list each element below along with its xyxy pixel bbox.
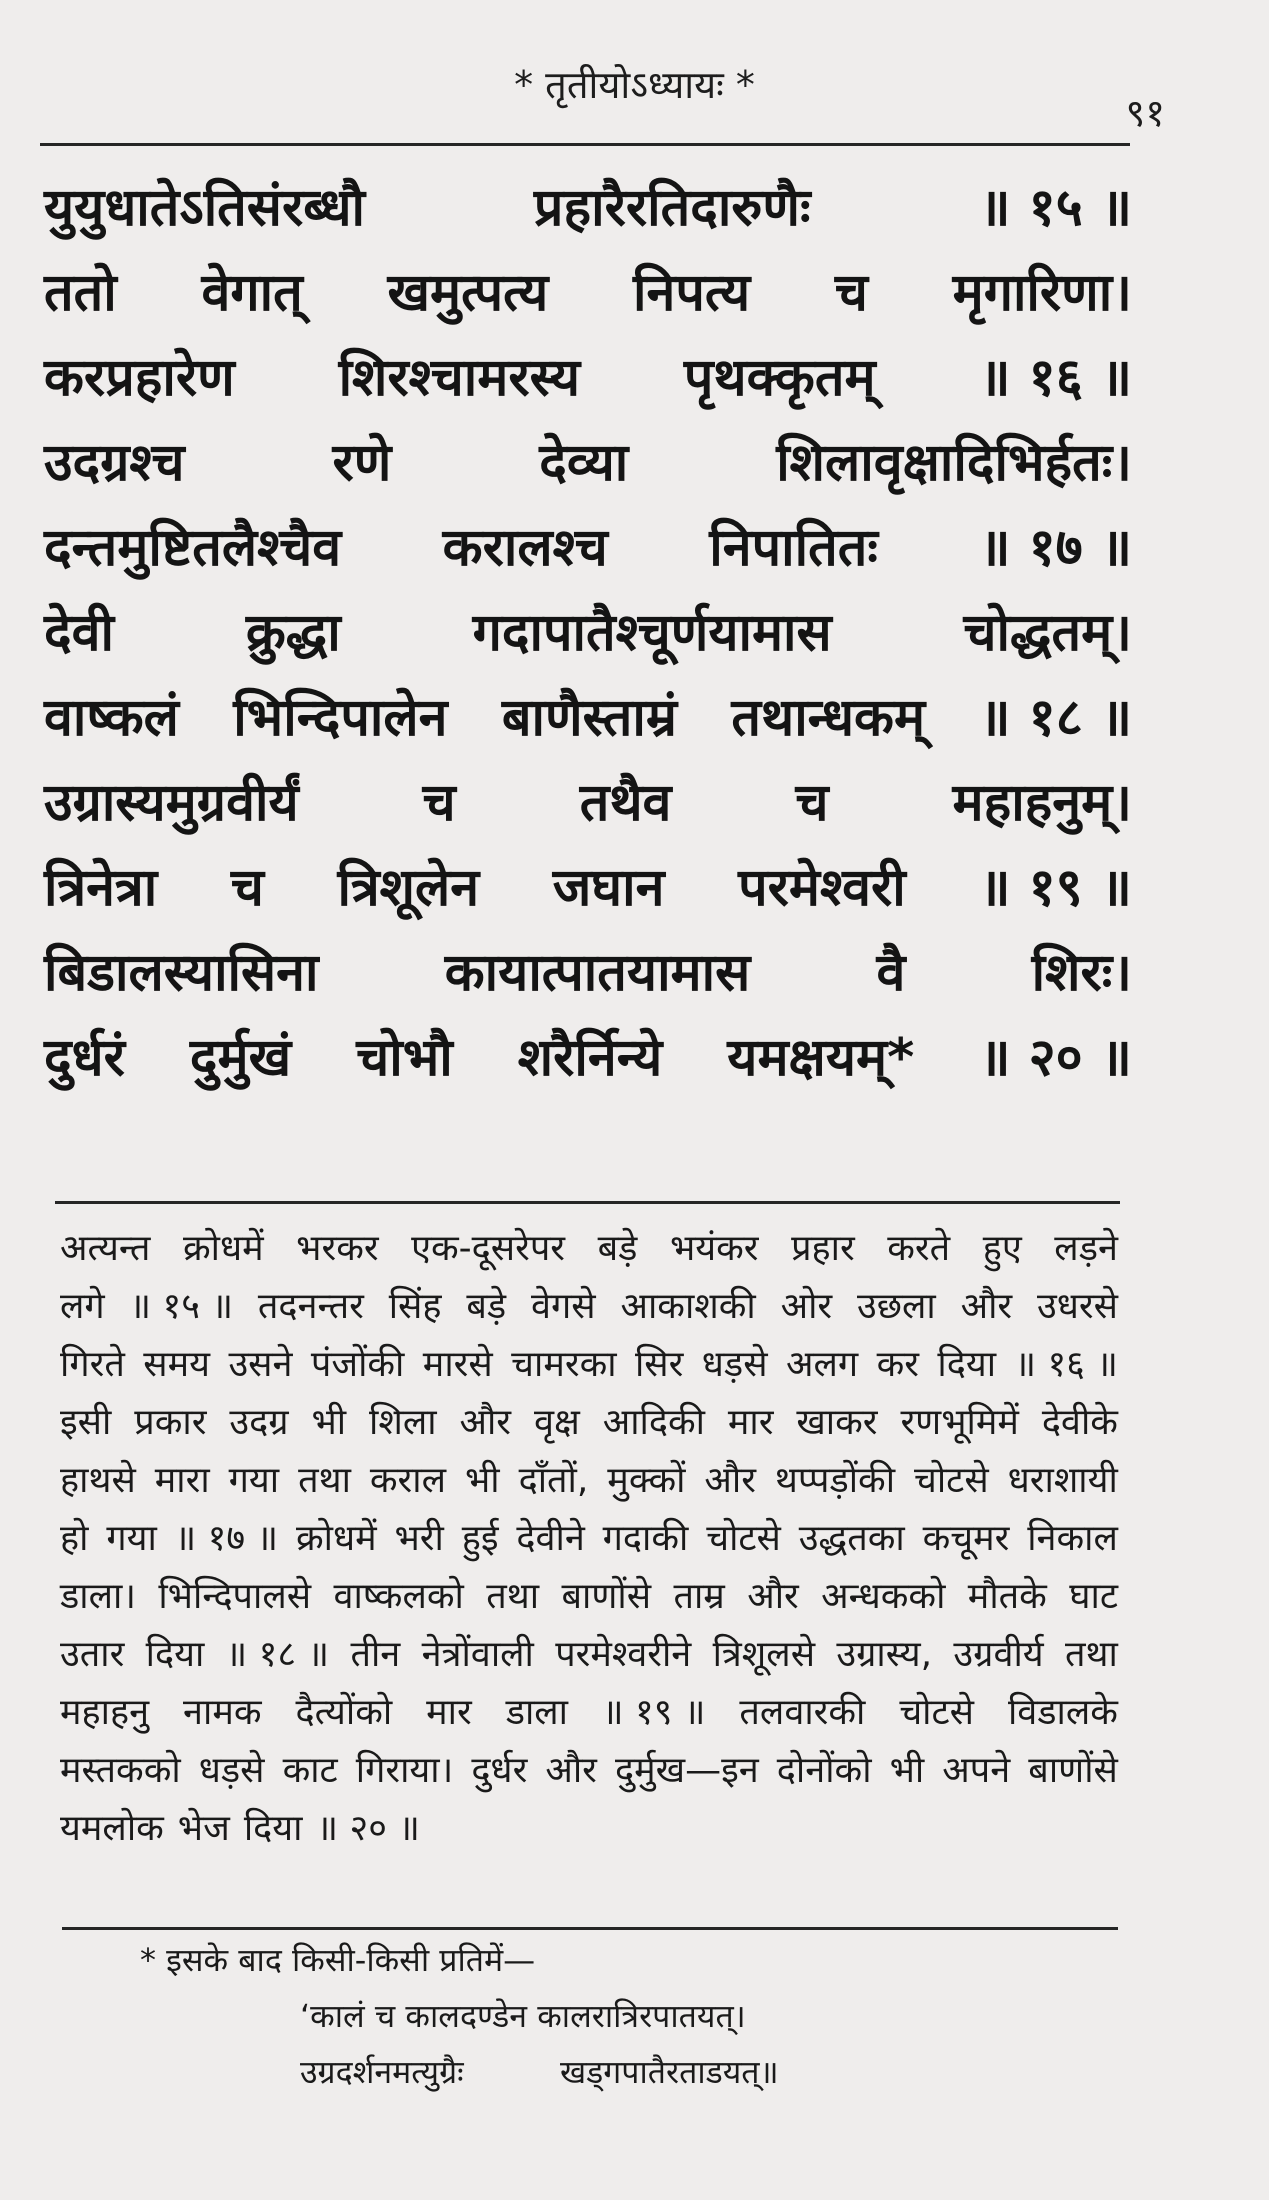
verse-line-9: त्रिनेत्रा च त्रिशूलेन जघान परमेश्वरी ॥ १९ ॥ — [44, 850, 1132, 920]
verse-number: ॥ १७ ॥ — [979, 517, 1132, 578]
verse-line-4: उदग्रश्च रणे देव्या शिलावृक्षादिभिर्हतः। — [44, 432, 1132, 493]
translation-line-6: हो गया ॥ १७ ॥ क्रोधमें भरी हुई देवीने गदाकी चोटसे उद्धतका कचूमर निकाल — [60, 1517, 1118, 1559]
page-number: ९१ — [1125, 91, 1165, 135]
verse-divider — [55, 1201, 1120, 1204]
translation-line-3: गिरते समय उसने पंजोंकी मारसे चामरका सिर धड़से अलग कर दिया ॥ १६ ॥ — [60, 1343, 1118, 1385]
verse-line-10: बिडालस्यासिना कायात्पातयामास वै शिरः। — [44, 942, 1132, 1003]
translation-line-8: उतार दिया ॥ १८ ॥ तीन नेत्रोंवाली परमेश्वरीने त्रिशूलसे उग्रास्य, उग्रवीर्य तथा — [60, 1633, 1118, 1675]
verse-line-11: दुर्धरं दुर्मुखं चोभौ शरैर्निन्ये यमक्षयम्* ॥ २० ॥ — [44, 1020, 1132, 1090]
translation-line-10: मस्तकको धड़से काट गिराया। दुर्धर और दुर्मुख—इन दोनोंको भी अपने बाणोंसे — [60, 1749, 1118, 1791]
footnote-verse-line-2a: उग्रदर्शनमत्युग्रैः — [300, 2053, 464, 2091]
translation-line-4: इसी प्रकार उदग्र भी शिला और वृक्ष आदिकी मार खाकर रणभूमिमें देवीके — [60, 1401, 1118, 1443]
header-divider — [40, 143, 1130, 146]
verse-line-8: उग्रास्यमुग्रवीर्यं च तथैव च महाहनुम्। — [44, 772, 1132, 833]
verse-number: ॥ १५ ॥ — [979, 177, 1132, 238]
verse-line-7: वाष्कलं भिन्दिपालेन बाणैस्ताम्रं तथान्धकम् ॥ १८ ॥ — [44, 680, 1132, 750]
chapter-title: * तृतीयोऽध्यायः * — [514, 63, 755, 107]
translation-line-5: हाथसे मारा गया तथा कराल भी दाँतों, मुक्कों और थप्पड़ोंकी चोटसे धराशायी — [60, 1459, 1118, 1501]
translation-line-9: महाहनु नामक दैत्योंको मार डाला ॥ १९ ॥ तलवारकी चोटसे विडालके — [60, 1691, 1118, 1733]
footnote-verse-line-1: ‘कालं च कालदण्डेन कालरात्रिरपातयत्। — [300, 1997, 746, 2035]
translation-line-7: डाला। भिन्दिपालसे वाष्कलको तथा बाणोंसे ताम्र और अन्धकको मौतके घाट — [60, 1575, 1118, 1617]
footnote-verse-line-2b: खड्गपातैरताडयत्॥ — [560, 2053, 779, 2091]
verse-number: ॥ १९ ॥ — [979, 857, 1132, 918]
translation-line-2: लगे ॥ १५ ॥ तदनन्तर सिंह बड़े वेगसे आकाशकी ओर उछला और उधरसे — [60, 1285, 1118, 1327]
footnote-intro: * इसके बाद किसी-किसी प्रतिमें— — [140, 1941, 536, 1979]
verse-line-3: करप्रहारेण शिरश्चामरस्य पृथक्कृतम् ॥ १६ ॥ — [44, 340, 1132, 410]
footnote-divider — [62, 1927, 1118, 1930]
verse-line-6: देवी क्रुद्धा गदापातैश्चूर्णयामास चोद्धतम्। — [44, 602, 1132, 663]
verse-number: ॥ १८ ॥ — [979, 687, 1132, 748]
verse-line-5: दन्तमुष्टितलैश्चैव करालश्च निपातितः ॥ १७ ॥ — [44, 510, 1132, 580]
translation-line-11: यमलोक भेज दिया ॥ २० ॥ — [60, 1807, 420, 1849]
translation-line-1: अत्यन्त क्रोधमें भरकर एक-दूसरेपर बड़े भयंकर प्रहार करते हुए लड़ने — [60, 1227, 1118, 1269]
verse-number: ॥ २० ॥ — [979, 1027, 1132, 1088]
verse-number: ॥ १६ ॥ — [979, 347, 1132, 408]
verse-line-2: ततो वेगात् खमुत्पत्य निपत्य च मृगारिणा। — [44, 262, 1132, 323]
verse-line-1: युयुधातेऽतिसंरब्धौ प्रहारैरतिदारुणैः ॥ १५ ॥ — [44, 170, 1132, 240]
